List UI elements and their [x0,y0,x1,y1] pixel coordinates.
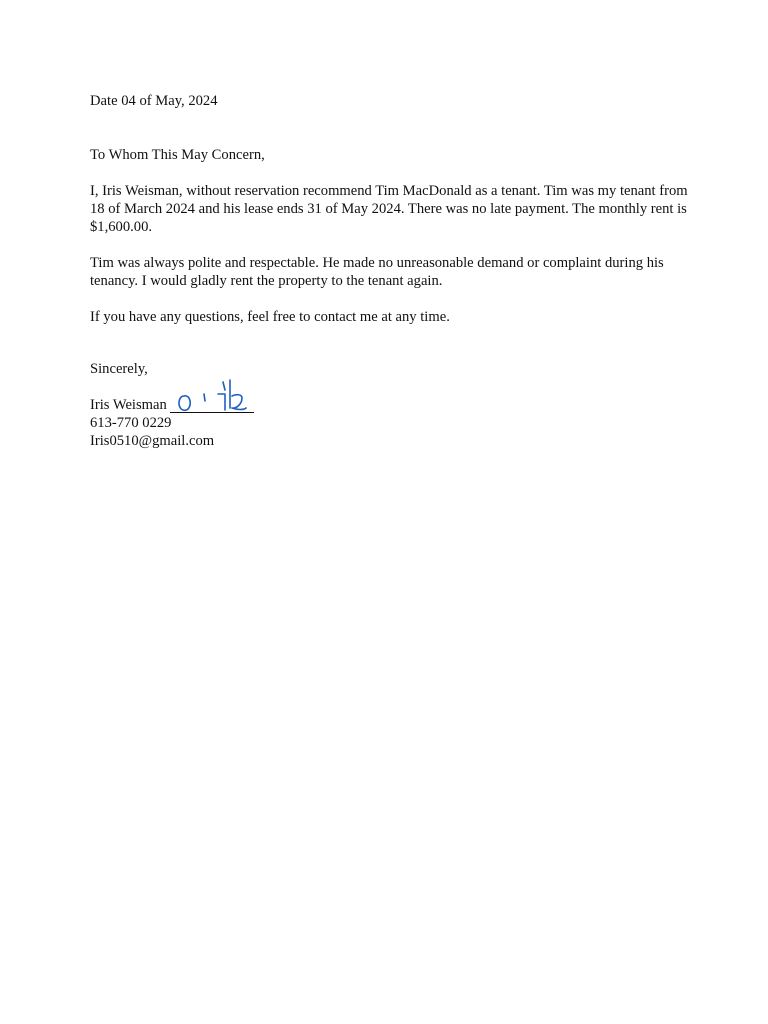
signature-line [170,396,254,414]
signature-row [90,396,254,414]
handwritten-signature [172,374,256,414]
signer-phone: 613-770 0229 [90,415,172,431]
letter-salutation: To Whom This May Concern, [90,147,265,163]
letter-paragraph-recommendation: I, Iris Weisman, without reservation recommend Tim MacDonald as a tenant. Tim was my tenant from 18 of March 2024 and his lease ends 31 of May 2024. There was no late payment. The monthly rent is $1,600.00. [90,183,688,235]
signer-email: Iris0510@gmail.com [90,433,215,449]
letter-date: Date 04 of May, 2024 [90,93,218,109]
letter-paragraph-contact: If you have any questions, feel free to contact me at any time. [90,309,450,325]
signer-name: Iris Weisman [90,397,167,413]
letter-paragraph-character: Tim was always polite and respectable. He made no unreasonable demand or complaint during his tenancy. I would gladly rent the property to the tenant again. [90,255,664,289]
letter-closing: Sincerely, [90,361,148,377]
